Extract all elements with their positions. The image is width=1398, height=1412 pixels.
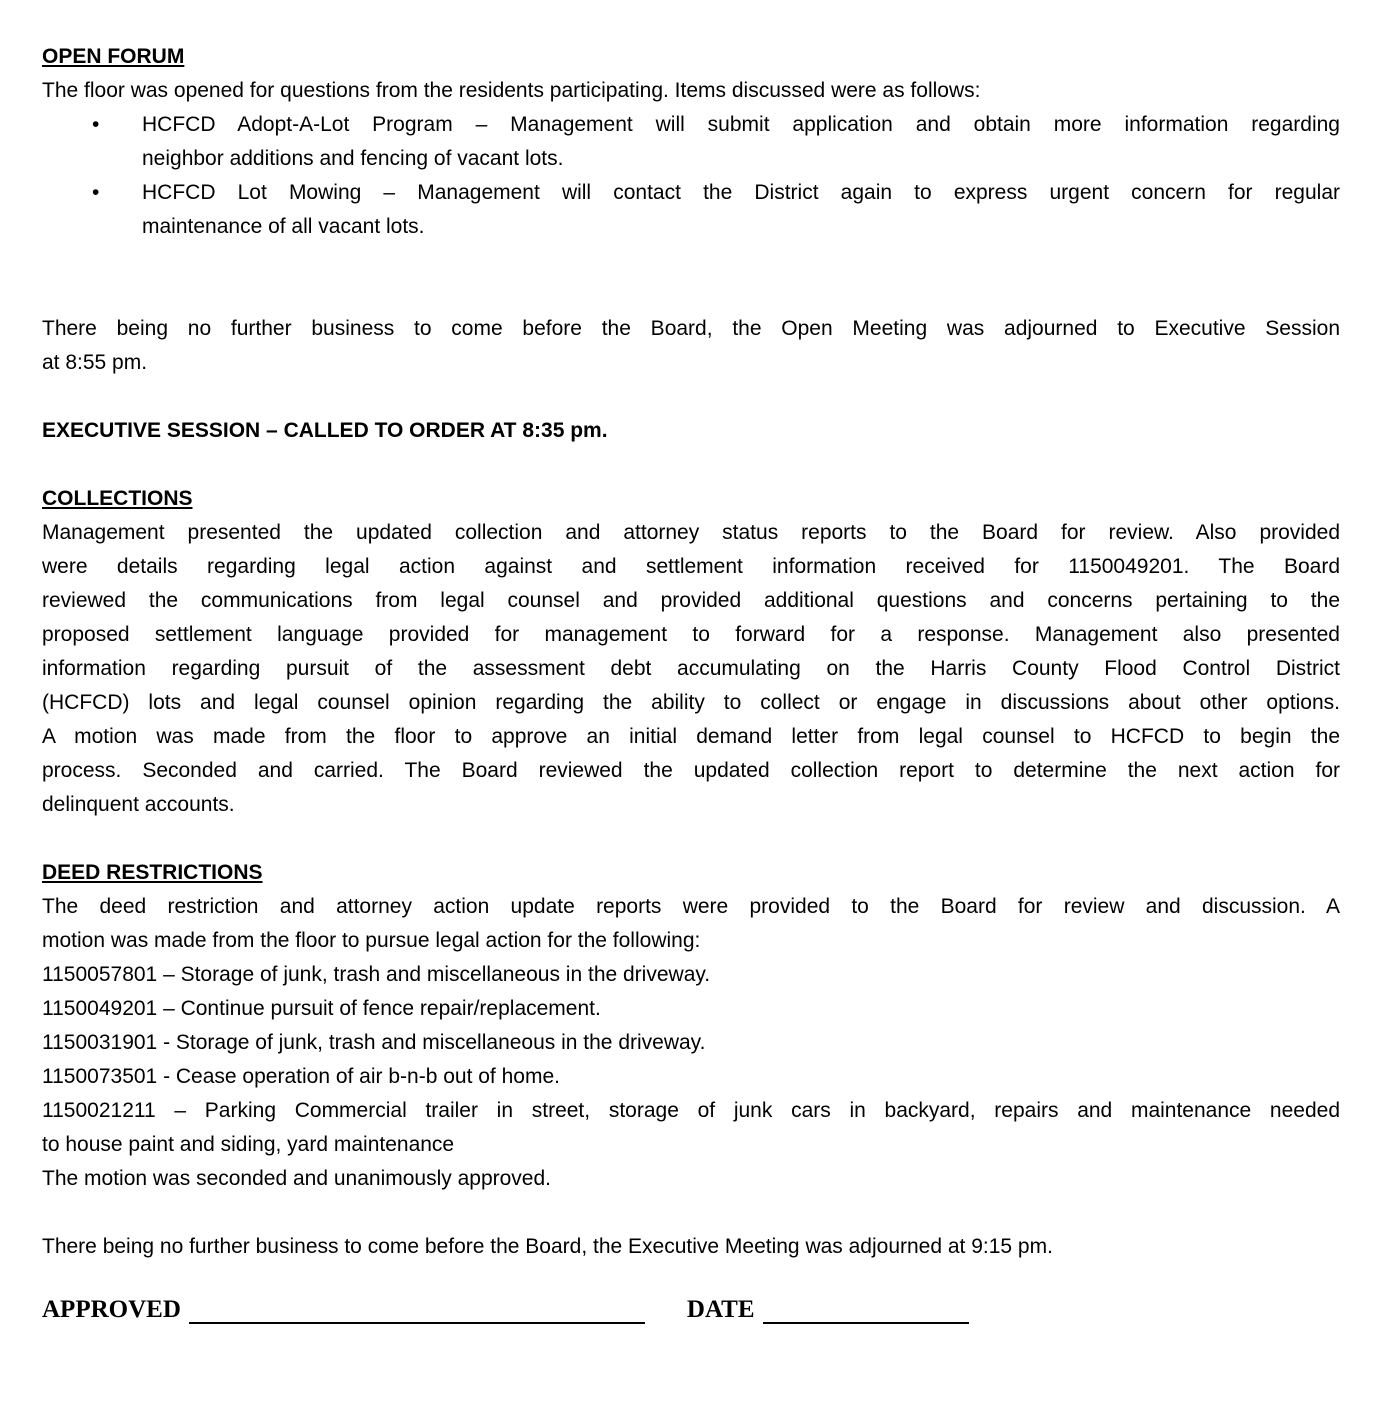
open-forum-intro: The floor was opened for questions from the residents participating. Items discussed were as follows: <box>42 79 981 102</box>
bullet-icon: • <box>92 181 100 204</box>
deed-intro-line: The deed restriction and attorney action update reports were provided to the Board for review and discussion. A <box>42 895 1340 918</box>
open-forum-heading: OPEN FORUM <box>42 45 185 68</box>
deed-item: 1150021211 – Parking Commercial trailer in street, storage of junk cars in backyard, repairs and maintenance needed <box>42 1099 1340 1122</box>
deed-intro-line: motion was made from the floor to pursue legal action for the following: <box>42 929 701 952</box>
executive-heading: EXECUTIVE SESSION – CALLED TO ORDER AT 8:35 pm. <box>42 419 608 442</box>
paragraph-line: delinquent accounts. <box>42 793 235 816</box>
date-signature-line[interactable] <box>763 1296 969 1324</box>
paragraph-line: proposed settlement language provided for management to forward for a response. Management also presented <box>42 623 1340 646</box>
bullet-line: maintenance of all vacant lots. <box>142 215 425 238</box>
collections-paragraph <box>42 516 1340 822</box>
paragraph-line: (HCFCD) lots and legal counsel opinion regarding the ability to collect or engage in discussions about other options. <box>42 691 1340 714</box>
open-adjourn-line: at 8:55 pm. <box>42 351 148 374</box>
minutes-document <box>42 40 1340 1264</box>
bullet-line: HCFCD Lot Mowing – Management will contact the District again to express urgent concern for regular <box>142 181 1340 204</box>
paragraph-line: information regarding pursuit of the assessment debt accumulating on the Harris County Flood Control District <box>42 657 1340 680</box>
bullet-line: neighbor additions and fencing of vacant lots. <box>142 147 564 170</box>
paragraph-line: reviewed the communications from legal counsel and provided additional questions and concerns pertaining to the <box>42 589 1340 612</box>
date-label: DATE <box>686 1296 755 1323</box>
approved-label: APPROVED <box>42 1296 181 1323</box>
deed-item: 1150073501 - Cease operation of air b-n-b out of home. <box>42 1065 560 1088</box>
paragraph-line: were details regarding legal action against and settlement information received for 1150049201. The Board <box>42 555 1340 578</box>
paragraph-line: Management presented the updated collection and attorney status reports to the Board for review. Also provided <box>42 521 1340 544</box>
deed-item: 1150057801 – Storage of junk, trash and miscellaneous in the driveway. <box>42 963 711 986</box>
open-adjourn-line: There being no further business to come before the Board, the Open Meeting was adjourned to Executive Session <box>42 317 1340 340</box>
bullet-icon: • <box>92 113 100 136</box>
paragraph-line: A motion was made from the floor to approve an initial demand letter from legal counsel to HCFCD to begin the <box>42 725 1340 748</box>
deed-item: 1150031901 - Storage of junk, trash and miscellaneous in the driveway. <box>42 1031 706 1054</box>
signature-block <box>42 1296 969 1324</box>
deed-item: 1150049201 – Continue pursuit of fence repair/replacement. <box>42 997 601 1020</box>
bullet-item <box>42 108 1340 176</box>
collections-heading: COLLECTIONS <box>42 487 193 510</box>
deed-heading: DEED RESTRICTIONS <box>42 861 263 884</box>
bullet-item <box>42 176 1340 244</box>
bullet-line: HCFCD Adopt-A-Lot Program – Management will submit application and obtain more information regarding <box>142 113 1340 136</box>
final-adjourn: There being no further business to come before the Board, the Executive Meeting was adjourned at 9:15 pm. <box>42 1235 1053 1258</box>
approved-signature-line[interactable] <box>189 1296 645 1324</box>
deed-item: to house paint and siding, yard maintenance <box>42 1133 455 1156</box>
paragraph-line: process. Seconded and carried. The Board reviewed the updated collection report to determine the next action for <box>42 759 1340 782</box>
deed-result: The motion was seconded and unanimously approved. <box>42 1167 551 1190</box>
